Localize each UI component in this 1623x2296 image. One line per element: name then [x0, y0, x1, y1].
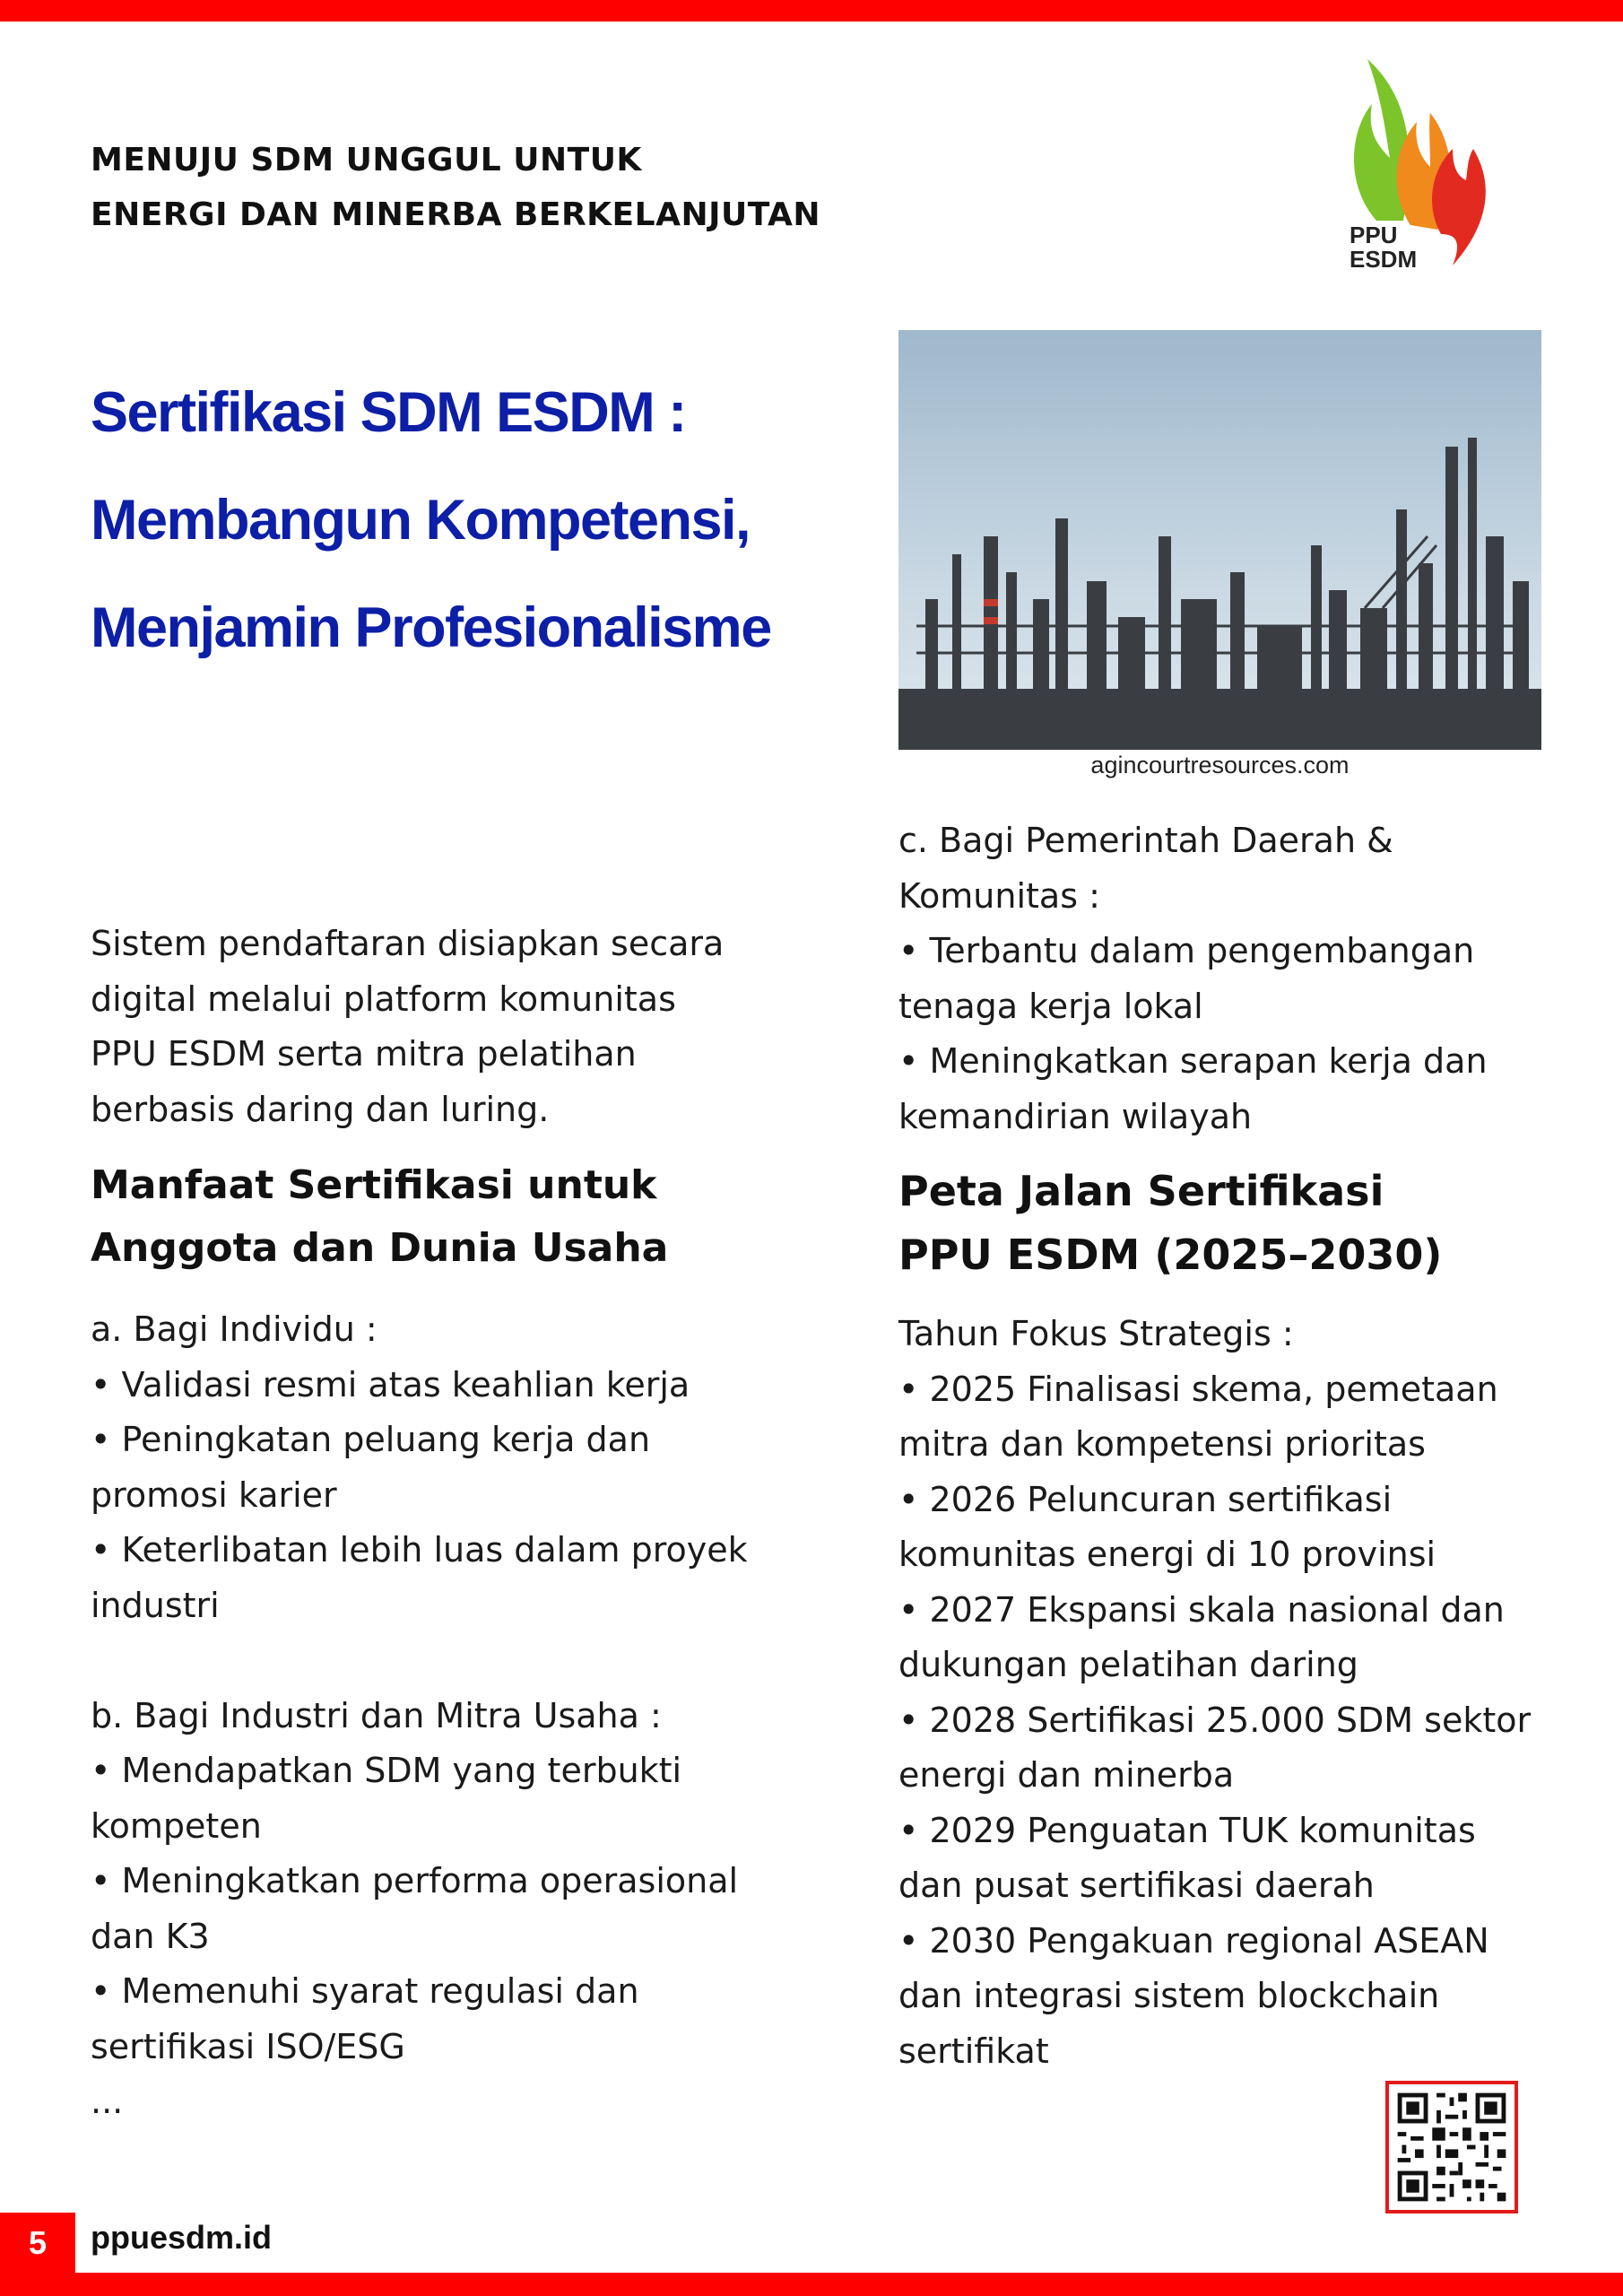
roadmap-line: mitra dan kompetensi prioritas	[898, 1424, 1426, 1464]
refinery-photo	[898, 330, 1541, 750]
qr-code[interactable]	[1385, 2081, 1518, 2213]
logo-text-line-1: PPU	[1350, 222, 1398, 248]
title-line-3: Menjamin Profesionalisme	[91, 596, 771, 659]
roadmap-line: • 2029 Penguatan TUK komunitas	[898, 1810, 1476, 1850]
benefit-line: c. Bagi Pemerintah Daerah &	[898, 821, 1393, 860]
benefits-heading-line-2: Anggota dan Dunia Usaha	[91, 1225, 669, 1271]
roadmap-line: dan integrasi sistem blockchain	[898, 1976, 1440, 2015]
benefits-list	[91, 1302, 808, 2130]
benefit-line: promosi karier	[91, 1474, 337, 1515]
intro-line: PPU ESDM serta mitra pelatihan	[91, 1034, 637, 1074]
benefit-line: dan K3	[91, 1916, 210, 1956]
bottom-red-bar	[0, 2273, 1623, 2296]
roadmap-heading-line-2: PPU ESDM (2025–2030)	[898, 1231, 1443, 1279]
benefit-line: • Peningkatan peluang kerja dan	[91, 1420, 651, 1459]
intro-line: berbasis daring dan luring.	[91, 1089, 550, 1129]
benefit-line: a. Bagi Individu :	[91, 1309, 378, 1349]
benefit-line: • Memenuhi syarat regulasi dan	[91, 1971, 639, 2011]
benefit-line: • Validasi resmi atas keahlian kerja	[91, 1364, 690, 1405]
page-number: 5	[0, 2213, 75, 2273]
pemda-benefits	[898, 813, 1580, 1144]
roadmap-line: • 2030 Pengakuan regional ASEAN	[898, 1920, 1489, 1961]
image-caption: agincourtresources.com	[1090, 752, 1350, 778]
benefit-line: b. Bagi Industri dan Mitra Usaha :	[91, 1695, 662, 1735]
roadmap-line: dan pusat sertifikasi daerah	[898, 1866, 1375, 1905]
title-line-1: Sertifikasi SDM ESDM :	[91, 381, 686, 444]
benefit-line: sertifikasi ISO/ESG	[91, 2026, 405, 2066]
benefit-line: • Meningkatkan serapan kerja dan	[898, 1041, 1488, 1081]
roadmap-line: dukungan pelatihan daring	[898, 1645, 1358, 1684]
benefit-line: • Meningkatkan performa operasional	[91, 1861, 739, 1900]
roadmap-line: komunitas energi di 10 provinsi	[898, 1535, 1436, 1574]
intro-paragraph	[91, 917, 808, 1137]
intro-line: Sistem pendaftaran disiapkan secara	[91, 924, 725, 963]
benefit-line: ...	[91, 2082, 124, 2121]
roadmap-heading-line-1: Peta Jalan Sertifikasi	[898, 1167, 1384, 1215]
intro-line: digital melalui platform komunitas	[91, 978, 676, 1019]
title-line-2: Membangun Kompetensi,	[91, 489, 751, 552]
website-link[interactable]: ppuesdm.id	[91, 2219, 273, 2256]
benefit-line: • Mendapatkan SDM yang terbukti	[91, 1751, 682, 1790]
roadmap-list	[898, 1307, 1598, 2079]
top-red-bar	[0, 0, 1623, 22]
benefit-line: kompeten	[91, 1805, 262, 1846]
logo-text-line-2: ESDM	[1350, 246, 1418, 273]
benefits-heading-line-1: Manfaat Sertifikasi untuk	[91, 1162, 657, 1208]
article-title	[91, 359, 853, 682]
benefit-line: • Terbantu dalam pengembangan	[898, 931, 1475, 970]
roadmap-line: • 2026 Peluncuran sertifikasi	[898, 1479, 1393, 1519]
benefits-heading	[91, 1154, 668, 1280]
benefit-line: industri	[91, 1585, 220, 1625]
benefit-line: tenaga kerja lokal	[898, 986, 1203, 1026]
header-line-1: MENUJU SDM UNGGUL UNTUK	[91, 142, 642, 178]
benefit-line: Komunitas :	[898, 875, 1100, 916]
page-header	[91, 133, 898, 242]
ppu-esdm-logo	[1341, 59, 1502, 274]
roadmap-heading	[898, 1160, 1442, 1287]
roadmap-line: Tahun Fokus Strategis :	[898, 1314, 1294, 1353]
benefit-line: kemandirian wilayah	[898, 1096, 1253, 1136]
roadmap-line: • 2028 Sertifikasi 25.000 SDM sektor	[898, 1700, 1532, 1740]
roadmap-line: sertifikat	[898, 2031, 1049, 2071]
roadmap-line: energi dan minerba	[898, 1755, 1235, 1795]
header-line-2: ENERGI DAN MINERBA BERKELANJUTAN	[91, 196, 820, 233]
benefit-line: • Keterlibatan lebih luas dalam proyek	[91, 1530, 748, 1570]
roadmap-line: • 2025 Finalisasi skema, pemetaan	[898, 1369, 1498, 1409]
roadmap-line: • 2027 Ekspansi skala nasional dan	[898, 1589, 1505, 1630]
